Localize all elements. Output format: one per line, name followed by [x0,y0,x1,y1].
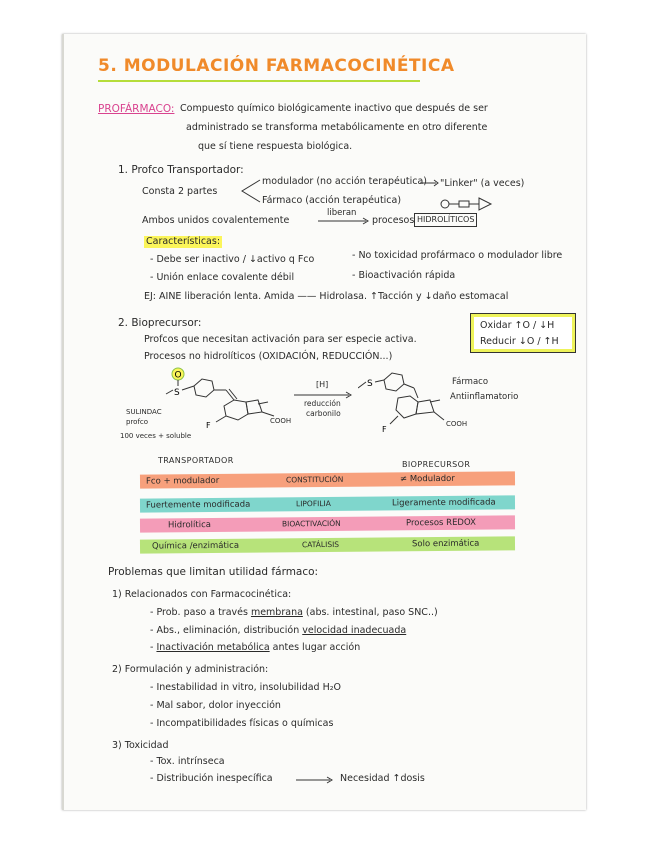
bioprecursor-line2: Procesos no hidrolíticos (OXIDACIÓN, REDUCCIÓN...) [144,351,393,362]
procesos-label: procesos [372,215,415,226]
problems-3a: - Tox. intrínseca [150,756,225,767]
sulindac-profco: profco [126,418,149,426]
transportador-example: EJ: AINE liberación lenta. Amida —— Hidrolasa. ↑Tacción y ↓daño estomacal [144,291,509,302]
row-left: Fuertemente modificada [145,499,251,511]
problems-section-2: 2) Formulación y administración: [112,664,269,675]
reaction-reduccion: reducción [304,399,341,408]
row-mid: CONSTITUCIÓN [285,474,344,485]
row-mid: CATÁLISIS [301,539,340,550]
linker-label: "Linker" (a veces) [440,178,525,189]
table-head-transportador: TRANSPORTADOR [158,456,234,465]
hidroliticos-box: HIDROLÍTICOS [414,213,477,227]
liberan-arrow [318,216,370,226]
row-right: ≠ Modulador [399,473,455,485]
sulindac-soluble: 100 veces + soluble [120,432,192,440]
problems-section-1: 1) Relacionados con Farmacocinética: [112,589,292,600]
row-left: Fco + modulador [145,475,220,487]
product-antiinflamatorio: Antiinflamatorio [450,392,519,402]
title-underline [98,80,420,82]
caract-2: - Unión enlace covalente débil [150,272,295,283]
row-right: Solo enzimática [411,538,480,550]
branch-farmaco: Fármaco (acción terapéutica) [262,195,402,206]
caracteristicas-label: Características: [146,236,221,247]
profarmaco-term: PROFÁRMACO: [98,103,175,115]
row-mid: BIOACTIVACIÓN [281,518,341,529]
bioprecursor-heading: 2. Bioprecursor: [118,317,202,329]
row-left: Química /enzimática [151,540,240,552]
row-right: Ligeramente modificada [391,497,496,509]
page-title: 5. MODULACIÓN FARMACOCINÉTICA [98,56,455,76]
sulfoxide-o: O [174,370,182,381]
problems-section-3: 3) Toxicidad [112,740,169,751]
problems-2a: - Inestabilidad in vitro, insolubilidad H₂O [150,682,342,693]
profarmaco-line1: Compuesto químico biológicamente inactivo que después de ser [180,103,488,114]
row-mid: LIPOFILIA [295,498,331,509]
row-right: Procesos REDOX [405,517,476,529]
problems-1a: - Prob. paso a través membrana (abs. intestinal, paso SNC..) [150,607,438,618]
profarmaco-line3: que sí tiene respuesta biológica. [198,141,353,152]
fluoro-f-right: F [382,425,387,434]
product-structure [358,368,458,438]
table-head-bioprecursor: BIOPRECURSOR [402,460,471,469]
problems-heading: Problemas que limitan utilidad fármaco: [108,566,319,578]
product-farmaco: Fármaco [452,377,489,387]
sulindac-label: SULINDAC [126,408,162,416]
caract-4: - Bioactivación rápida [352,270,456,281]
sulfur-s: S [174,388,180,398]
reaction-carbonilo: carbonilo [306,409,341,418]
problems-2c: - Incompatibilidades físicas o químicas [150,718,334,729]
bioprecursor-line1: Profcos que necesitan activación para ser especie activa. [144,334,417,345]
problems-1b: - Abs., eliminación, distribución velocidad inadecuada [150,625,407,636]
transportador-heading: 1. Profco Transportador: [118,164,244,176]
product-sulfur-s: S [367,379,373,389]
profarmaco-line2: administrado se transforma metabólicamente en otro diferente [186,122,488,133]
consta-label: Consta 2 partes [142,186,218,197]
problems-2b: - Mal sabor, dolor inyección [150,700,281,711]
caract-3: - No toxicidad profármaco o modulador libre [352,250,563,261]
unidos-text: Ambos unidos covalentemente [142,215,290,226]
problems-1c: - Inactivación metabólica antes lugar acción [150,642,361,653]
reagent-h: [H] [316,380,329,389]
sulindac-cooh: COOH [270,417,292,425]
branch-modulador: modulador (no acción terapéutica) [262,176,427,187]
caract-1: - Debe ser inactivo / ↓activo q Fco [150,254,315,265]
problems-3b: - Distribución inespecífica [150,773,273,784]
branch-bracket [240,178,262,204]
linker-arrow [420,178,440,188]
problems-3c: Necesidad ↑dosis [340,773,425,784]
product-cooh: COOH [446,420,468,428]
sulindac-structure [150,364,280,434]
fluoro-f-left: F [206,421,211,430]
redox-oxidar: Oxidar ↑O / ↓H [480,320,555,331]
redox-reducir: Reducir ↓O / ↑H [480,336,559,347]
linker-diagram-icon [437,196,497,212]
dosis-arrow [296,775,336,785]
row-left: Hidrolítica [167,520,212,531]
liberan-label: liberan [327,208,357,218]
